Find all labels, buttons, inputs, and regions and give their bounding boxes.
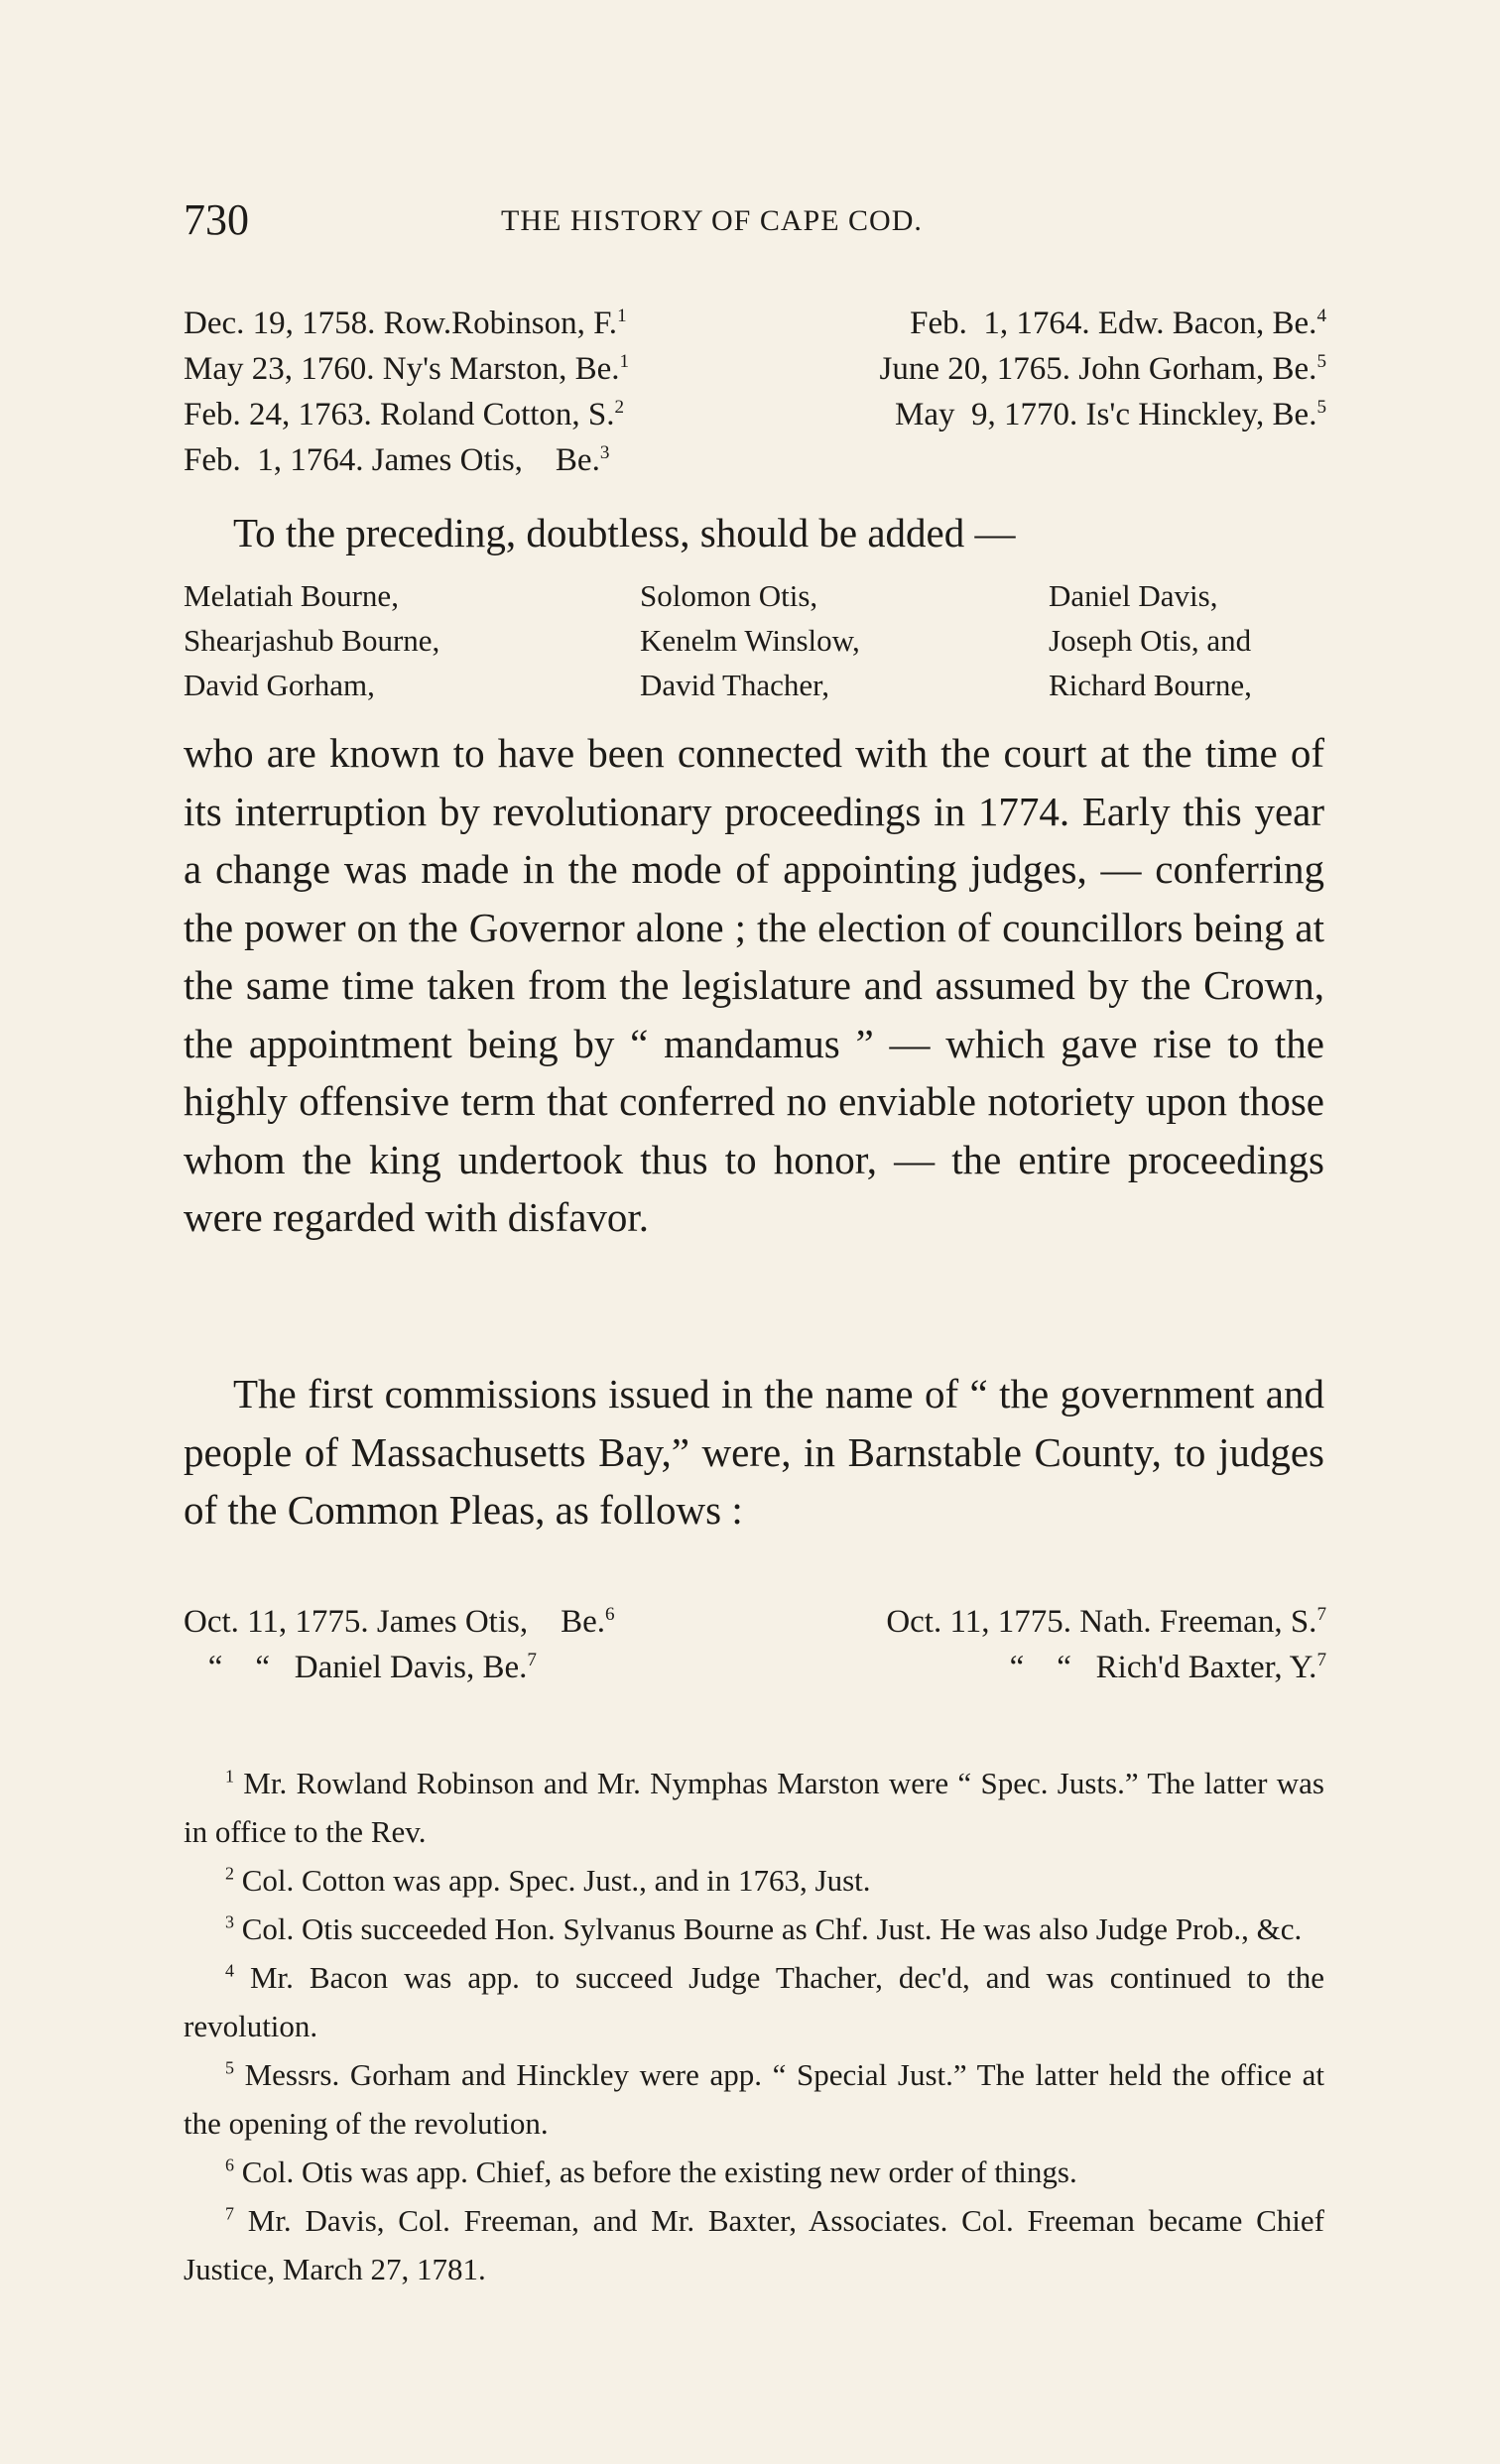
footnote: [184, 2148, 1324, 2196]
entry-text: Oct. 11, 1775. James Otis, Be.: [184, 1604, 605, 1640]
paragraph-2: The first commissions issued in the name of “ the government and people of Massachusetts Bay,” were, in Barnstable County, to judges of the Common Pleas, as follows :: [184, 1371, 1324, 1533]
footnote-mark: 2: [614, 397, 625, 418]
footnote-number: 4: [225, 1960, 234, 1981]
table-cell: [184, 1645, 537, 1690]
names-row: [184, 573, 1326, 618]
name-entry: Melatiah Bourne,: [184, 578, 399, 613]
footnote-mark: 7: [527, 1650, 537, 1670]
footnotes: [184, 1759, 1324, 2293]
footnote-number: 2: [225, 1863, 234, 1884]
footnote: [184, 1759, 1324, 1856]
name-entry: Shearjashub Bourne,: [184, 623, 440, 658]
footnote-mark: 5: [1316, 397, 1326, 418]
table-cell: [880, 346, 1326, 392]
table-row: [184, 1645, 1326, 1690]
name-entry: Kenelm Winslow,: [640, 623, 860, 658]
name-entry: Solomon Otis,: [640, 578, 818, 613]
table-row: [184, 392, 1326, 437]
table-cell: [985, 1645, 1326, 1690]
table-cell: [184, 1599, 615, 1645]
paragraph-1: who are known to have been connected with the court at the time of its interruption by revolutionary proceedings in 1774. Early this year a change was made in the mode of appointing judges, — conferring the power on the Governor alone ; the election of councillors being at the same time taken from the legislature and assumed by the Crown, the appointment being by “ mandamus ” — which gave rise to the highly offensive term that conferred no enviable notoriety upon those whom the king undertook thus to honor, — the entire proceedings were regarded with disfavor.: [184, 730, 1324, 1240]
footnote: [184, 1953, 1324, 2050]
footnote-mark: 7: [1316, 1650, 1326, 1670]
footnote-mark: 1: [617, 306, 627, 326]
entry-text: “ “ Daniel Davis, Be.: [184, 1650, 528, 1685]
name-entry: Daniel Davis,: [1049, 578, 1218, 613]
footnote: [184, 2050, 1324, 2148]
running-head: [184, 194, 1334, 254]
table-cell: [184, 346, 629, 392]
table-cell: [895, 392, 1326, 437]
table-row: [184, 301, 1326, 346]
footnote-text: Col. Otis succeeded Hon. Sylvanus Bourne as Chf. Just. He was also Judge Prob., &c.: [233, 1911, 1303, 1946]
intro-line: To the preceding, doubtless, should be added —: [233, 510, 1016, 555]
footnote: [184, 1905, 1324, 1953]
footnote-number: 7: [225, 2203, 234, 2224]
entry-text: June 20, 1765. John Gorham, Be.: [879, 351, 1317, 387]
name-entry: Joseph Otis, and: [1049, 623, 1252, 658]
running-title: THE HISTORY OF CAPE COD.: [501, 204, 923, 237]
footnote-text: Mr. Bacon was app. to succeed Judge Thacher, dec'd, and was continued to the revolution.: [184, 1960, 1324, 2043]
table-row: [184, 437, 1326, 483]
footnote-text: Messrs. Gorham and Hinckley were app. “ Special Just.” The latter held the office at the opening of the revolution.: [184, 2057, 1324, 2141]
footnote-text: Col. Cotton was app. Spec. Just., and in 1763, Just.: [233, 1863, 871, 1898]
entry-text: “ “ Rich'd Baxter, Y.: [984, 1650, 1317, 1685]
table-row: [184, 346, 1326, 392]
entry-text: Oct. 11, 1775. Nath. Freeman, S.: [886, 1604, 1317, 1640]
entry-text: Feb. 24, 1763. Roland Cotton, S.: [184, 397, 615, 432]
footnote-number: 5: [225, 2057, 234, 2078]
footnote-mark: 5: [1316, 351, 1326, 372]
footnote-text: Mr. Davis, Col. Freeman, and Mr. Baxter, Associates. Col. Freeman became Chief Justice, March 27, 1781.: [184, 2203, 1324, 2286]
names-row: [184, 663, 1326, 707]
footnote: [184, 1856, 1324, 1905]
name-entry: David Gorham,: [184, 668, 375, 702]
table-cell: [910, 301, 1326, 346]
table-cell: [886, 1599, 1326, 1645]
footnote-mark: 6: [605, 1604, 615, 1625]
footnote-mark: 1: [619, 351, 630, 372]
appointments-table-2: [184, 1599, 1326, 1690]
footnote-number: 1: [225, 1766, 234, 1786]
footnote-text: Mr. Rowland Robinson and Mr. Nymphas Marston were “ Spec. Justs.” The latter was in office to the Rev.: [184, 1766, 1324, 1849]
footnote: [184, 2196, 1324, 2293]
footnote-mark: 3: [599, 442, 610, 463]
footnote-text: Col. Otis was app. Chief, as before the existing new order of things.: [233, 2155, 1077, 2189]
entry-text: May 23, 1760. Ny's Marston, Be.: [184, 351, 620, 387]
footnote-mark: 4: [1316, 306, 1326, 326]
table-cell: [184, 437, 609, 483]
table-cell: [184, 392, 624, 437]
page-number: 730: [184, 195, 249, 244]
footnote-number: 6: [225, 2155, 234, 2175]
name-entry: Richard Bourne,: [1049, 668, 1252, 702]
names-list: [184, 573, 1326, 707]
entry-text: Feb. 1, 1764. Edw. Bacon, Be.: [910, 306, 1317, 341]
appointments-table-1: [184, 301, 1326, 483]
entry-text: Feb. 1, 1764. James Otis, Be.: [184, 442, 600, 478]
names-row: [184, 618, 1326, 663]
footnote-mark: 7: [1316, 1604, 1326, 1625]
entry-text: May 9, 1770. Is'c Hinckley, Be.: [895, 397, 1317, 432]
table-cell: [184, 301, 627, 346]
table-row: [184, 1599, 1326, 1645]
footnote-number: 3: [225, 1911, 234, 1932]
entry-text: Dec. 19, 1758. Row.Robinson, F.: [184, 306, 618, 341]
name-entry: David Thacher,: [640, 668, 829, 702]
